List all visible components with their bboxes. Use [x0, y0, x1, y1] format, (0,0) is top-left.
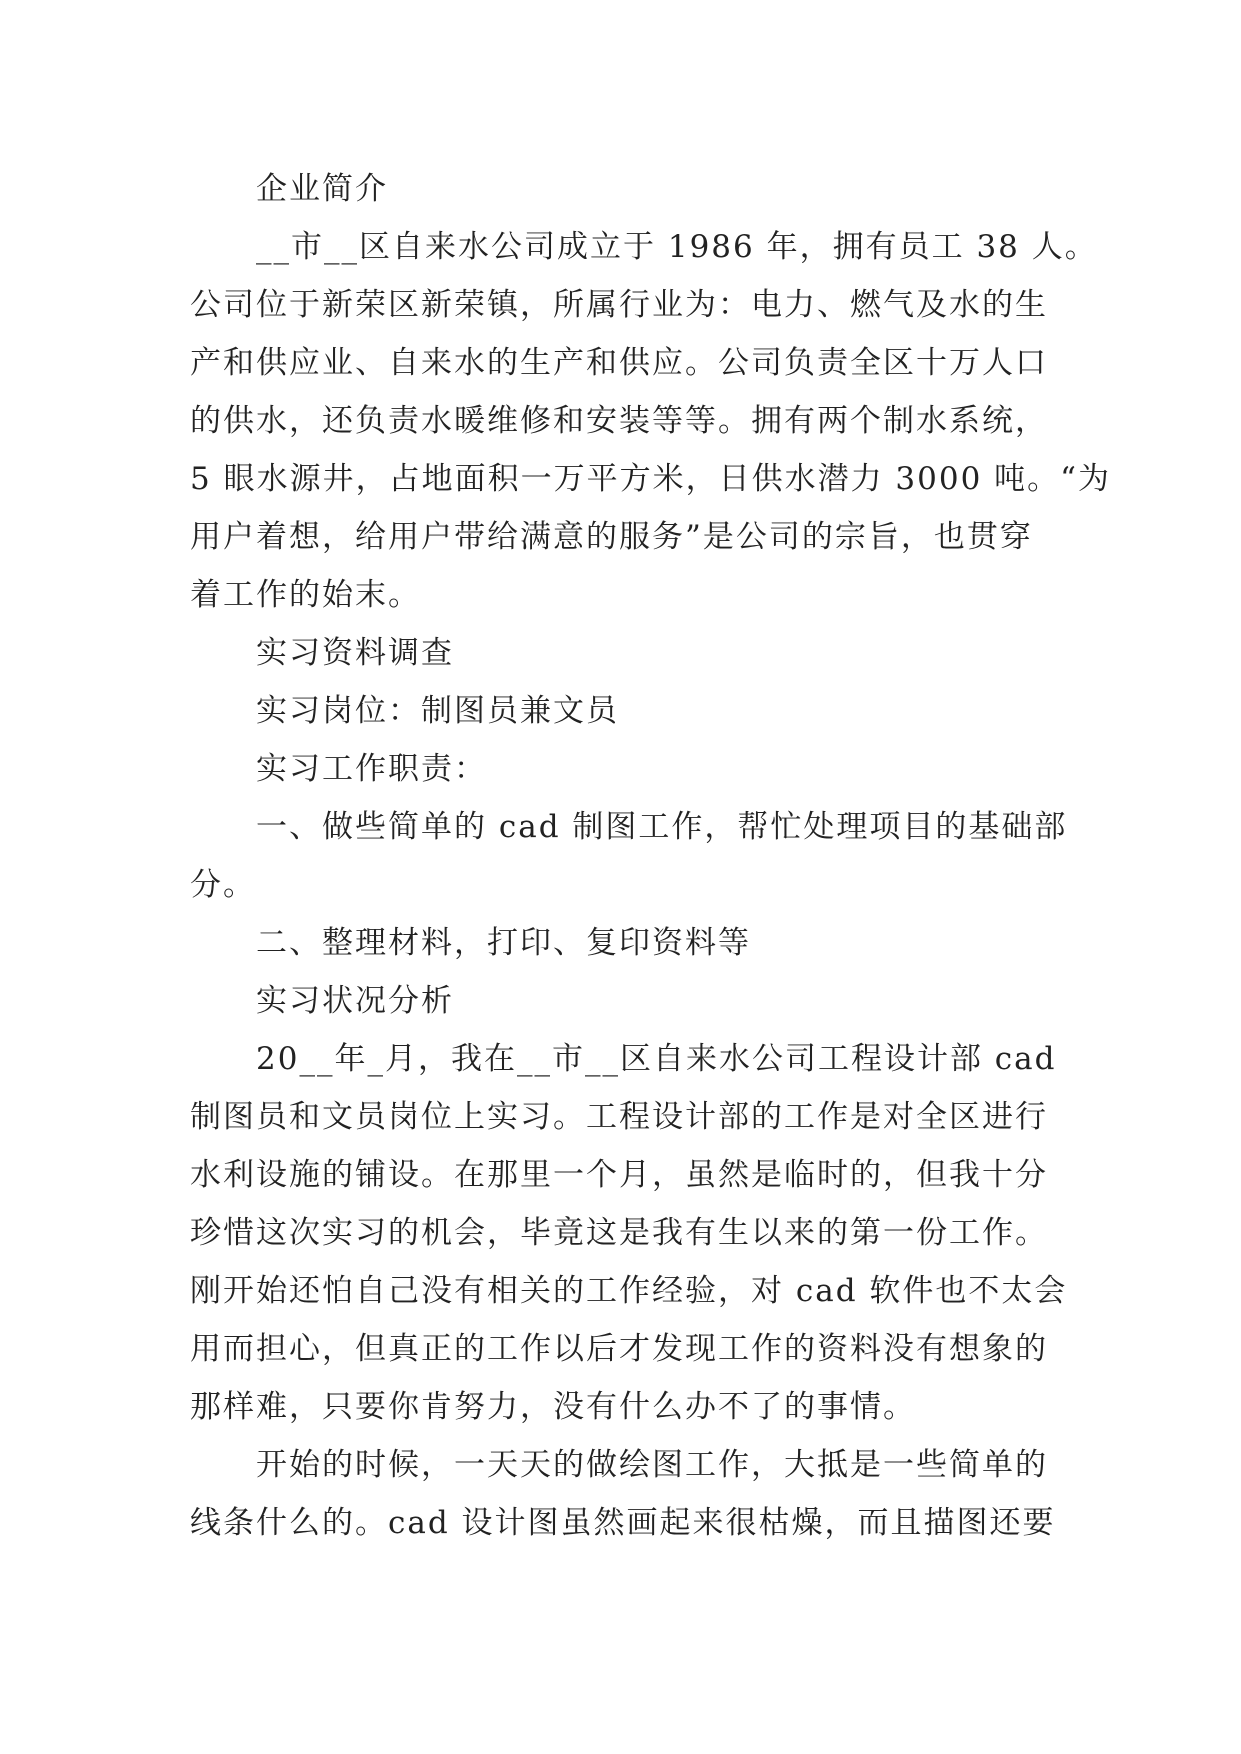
heading-company-intro: [190, 160, 1070, 218]
text-line: 分。: [190, 867, 256, 903]
text-line: 实习状况分析: [256, 983, 454, 1019]
text-line: 开始的时候，一天天的做绘图工作，大抵是一些简单的: [256, 1447, 1048, 1483]
text-line: 用户着想，给用户带给满意的服务”是公司的宗旨，也贯穿: [190, 519, 1033, 555]
analysis-paragraph-one: [190, 1030, 1070, 1436]
text-line: 着工作的始末。: [190, 577, 421, 613]
text-line: 线条什么的。cad 设计图虽然画起来很枯燥，而且描图还要: [190, 1505, 1056, 1541]
text-line: 实习工作职责：: [256, 751, 487, 787]
text-line: 二、整理材料，打印、复印资料等: [256, 925, 751, 961]
internship-position: [190, 682, 1070, 740]
internship-duties-heading: [190, 740, 1070, 798]
analysis-paragraph-two: [190, 1436, 1070, 1552]
heading-internship-survey: [190, 624, 1070, 682]
text-line: 公司位于新荣区新荣镇，所属行业为：电力、燃气及水的生: [190, 287, 1048, 323]
text-line: 那样难，只要你肯努力，没有什么办不了的事情。: [190, 1389, 916, 1425]
text-line: 刚开始还怕自己没有相关的工作经验，对 cad 软件也不太会: [190, 1273, 1068, 1309]
duty-two: [190, 914, 1070, 972]
text-line: 一、做些简单的 cad 制图工作，帮忙处理项目的基础部: [256, 809, 1068, 845]
text-line: 用而担心，但真正的工作以后才发现工作的资料没有想象的: [190, 1331, 1048, 1367]
text-line: __市__区自来水公司成立于 1986 年，拥有员工 38 人。: [256, 229, 1098, 265]
heading-internship-analysis: [190, 972, 1070, 1030]
text-line: 水利设施的铺设。在那里一个月，虽然是临时的，但我十分: [190, 1157, 1048, 1193]
text-line: 实习岗位：制图员兼文员: [256, 693, 619, 729]
text-line: 的供水，还负责水暖维修和安装等等。拥有两个制水系统，: [190, 403, 1048, 439]
text-line: 企业简介: [256, 171, 388, 207]
text-line: 实习资料调查: [256, 635, 454, 671]
text-line: 产和供应业、自来水的生产和供应。公司负责全区十万人口: [190, 345, 1048, 381]
document-body: [190, 160, 1112, 1552]
company-intro-paragraph: [190, 218, 1112, 624]
text-line: 5 眼水源井，占地面积一万平方米，日供水潜力 3000 吨。“为: [190, 461, 1112, 497]
text-line: 20__年_月，我在__市__区自来水公司工程设计部 cad: [256, 1041, 1057, 1077]
text-line: 珍惜这次实习的机会，毕竟这是我有生以来的第一份工作。: [190, 1215, 1048, 1251]
text-line: 制图员和文员岗位上实习。工程设计部的工作是对全区进行: [190, 1099, 1048, 1135]
duty-one: [190, 798, 1070, 914]
